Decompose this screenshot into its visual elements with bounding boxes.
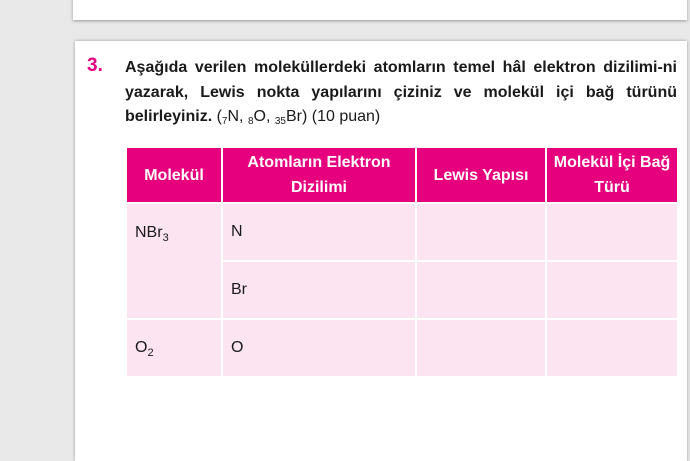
header-bond-type: Molekül İçi Bağ Türü — [546, 147, 678, 203]
n-symbol: N, — [227, 108, 248, 125]
atom-cell: O — [222, 319, 416, 377]
question-points: (10 puan) — [307, 108, 381, 125]
question-text — [125, 56, 677, 130]
bond-type-answer-cell[interactable] — [546, 203, 678, 261]
br-atomic-number: 35 — [274, 116, 286, 127]
previous-question-card — [73, 0, 687, 20]
header-lewis-structure: Lewis Yapısı — [416, 147, 546, 203]
question-number: 3. — [87, 55, 103, 76]
molecule-name: NBr — [135, 224, 163, 241]
table-header-row — [126, 147, 678, 203]
molecule-cell-nbr3 — [126, 203, 222, 319]
n-atomic-number: 7 — [221, 116, 228, 127]
lewis-answer-cell[interactable] — [416, 261, 546, 319]
o-symbol: O, — [253, 108, 275, 125]
atom-cell: Br — [222, 261, 416, 319]
lewis-answer-cell[interactable] — [416, 203, 546, 261]
answer-table — [125, 146, 679, 378]
molecule-name: O — [135, 339, 148, 356]
question-card — [75, 41, 687, 461]
molecule-subscript: 3 — [162, 232, 169, 244]
br-symbol: Br) — [285, 108, 308, 125]
lewis-answer-cell[interactable] — [416, 319, 546, 377]
table-row — [126, 319, 678, 377]
paren-open: ( — [212, 108, 222, 125]
table-row — [126, 203, 678, 261]
header-molecule: Molekül — [126, 147, 222, 203]
o-atomic-number: 8 — [247, 116, 254, 127]
atom-cell: N — [222, 203, 416, 261]
bond-type-answer-cell[interactable] — [546, 319, 678, 377]
molecule-cell-o2 — [126, 319, 222, 377]
bond-type-answer-cell[interactable] — [546, 261, 678, 319]
molecule-subscript: 2 — [147, 347, 154, 359]
header-electron-configuration: Atomların Elektron Dizilimi — [222, 147, 416, 203]
question-instruction: Aşağıda verilen moleküllerdeki atomların temel hâl elektron dizilimi-ni yazarak, Lewis nokta yapılarını çiziniz ve molekül içi bağ türünü belirleyiniz. — [125, 59, 677, 125]
